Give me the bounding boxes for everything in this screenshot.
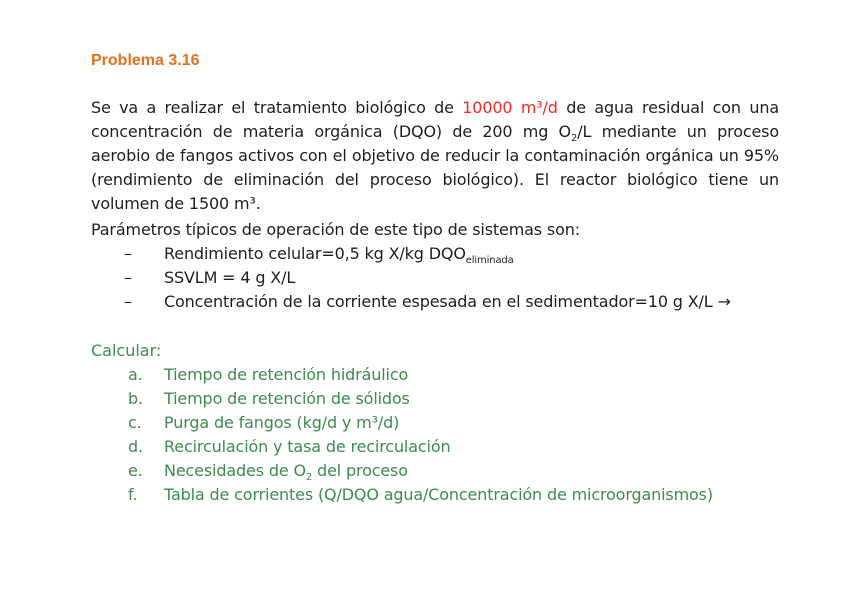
arrow-right-icon: → <box>717 292 731 311</box>
problem-title: Problema 3.16 <box>91 52 200 69</box>
calc-item <box>91 459 713 483</box>
calc-item <box>91 387 713 411</box>
calc-list <box>91 363 713 507</box>
list-marker: a. <box>128 365 143 384</box>
param-item <box>91 290 731 314</box>
param-text: Concentración de la corriente espesada en el sedimentador=10 g X/L <box>164 292 713 311</box>
calc-item <box>91 435 713 459</box>
flow-rate-highlight: 10000 m³/d <box>462 98 558 117</box>
statement-text-2: de agua residual con una concentración de materia orgánica (DQO) de 200 mg O <box>91 98 779 141</box>
statement-text-1: Se va a realizar el tratamiento biológico de <box>91 98 463 117</box>
calc-text: Purga de fangos (kg/d y m³/d) <box>164 413 400 432</box>
param-item <box>91 242 731 266</box>
calc-item <box>91 363 713 387</box>
calc-text: Tiempo de retención hidráulico <box>164 365 409 384</box>
param-item <box>91 266 731 290</box>
param-text: Rendimiento celular=0,5 kg X/kg DQO <box>164 244 466 263</box>
param-text: SSVLM = 4 g X/L <box>164 268 296 287</box>
list-marker: e. <box>128 461 143 480</box>
dash-bullet: – <box>124 268 132 287</box>
calc-item <box>91 411 713 435</box>
o2-subscript: 2 <box>571 133 578 145</box>
calc-heading: Calcular: <box>91 341 162 360</box>
calc-item <box>91 483 713 507</box>
calc-text-after: del proceso <box>312 461 408 480</box>
problem-statement <box>91 96 779 216</box>
calc-text: Tiempo de retención de sólidos <box>164 389 410 408</box>
calc-text: Recirculación y tasa de recirculación <box>164 437 451 456</box>
statement-text-3: /L mediante un proceso aerobio de fangos activos con el objetivo de reducir la contaminación orgánica un 95% (rendimiento de eliminación del proceso biológico). El reactor biológico tiene un volumen de 1500 m³. <box>91 122 780 213</box>
param-subscript: eliminada <box>465 255 514 267</box>
dash-bullet: – <box>124 292 132 311</box>
list-marker: d. <box>128 437 143 456</box>
params-heading: Parámetros típicos de operación de este tipo de sistemas son: <box>91 220 580 239</box>
params-list <box>91 242 731 314</box>
dash-bullet: – <box>124 244 132 263</box>
o2-subscript: 2 <box>305 472 313 484</box>
calc-text: Tabla de corrientes (Q/DQO agua/Concentración de microorganismos) <box>164 485 713 504</box>
list-marker: c. <box>128 413 142 432</box>
list-marker: f. <box>128 485 138 504</box>
calc-text: Necesidades de O <box>164 461 306 480</box>
list-marker: b. <box>128 389 143 408</box>
